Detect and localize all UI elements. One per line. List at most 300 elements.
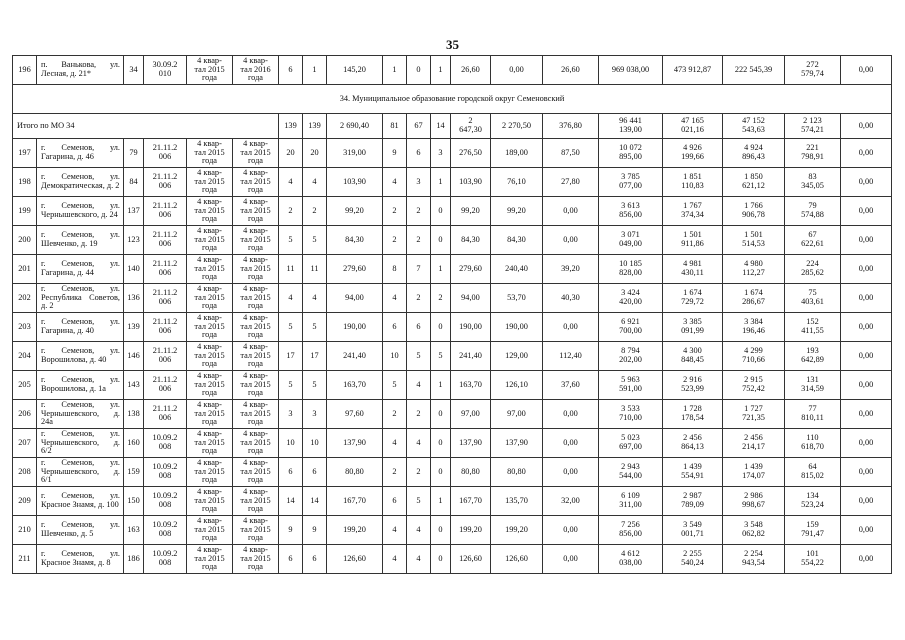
house-address: г. Семенов, ул. Чернышевского, д. 6/2 [37,429,124,458]
cell: 101 554,22 [785,545,841,574]
cell: 3 385 091,99 [663,313,723,342]
cell: 2 647,30 [451,114,491,139]
table-row [13,255,892,284]
cell: 139 [303,114,327,139]
cell: 4 квар- тал 2015 года [233,516,279,545]
cell: 34 [124,56,144,85]
cell: 99,20 [451,197,491,226]
cell: 99,20 [327,197,383,226]
cell: 5 [303,371,327,400]
resettlement-register-table [12,55,892,574]
cell: 6 [279,56,303,85]
cell: 0,00 [543,458,599,487]
cell: 3 [279,400,303,429]
table-row [13,458,892,487]
house-address: г. Семенов, ул. Чернышевского, д. 24а [37,400,124,429]
cell: 32,00 [543,487,599,516]
cell: 6 [303,458,327,487]
house-address: г. Семенов, ул. Ворошилова, д. 40 [37,342,124,371]
cell: 4 299 710,66 [723,342,785,371]
cell: 137,90 [451,429,491,458]
cell: 84,30 [491,226,543,255]
cell: 137 [124,197,144,226]
cell: 14 [279,487,303,516]
cell: 10.09.2 008 [144,458,187,487]
cell: 26,60 [451,56,491,85]
cell: 0,00 [543,313,599,342]
table-row [13,284,892,313]
cell: 1 501 514,53 [723,226,785,255]
cell: 6 [279,545,303,574]
cell: 39,20 [543,255,599,284]
cell: 3 549 001,71 [663,516,723,545]
cell: 150 [124,487,144,516]
cell: 0,00 [841,168,892,197]
cell: 199,20 [451,516,491,545]
section-title: 34. Муниципальное образование городской округ Семеновский [13,85,892,114]
cell: 4 [279,168,303,197]
row-number: 207 [13,429,37,458]
cell: 159 791,47 [785,516,841,545]
cell: 137,90 [327,429,383,458]
cell: 4 [383,545,407,574]
cell: 376,80 [543,114,599,139]
cell: 80,80 [491,458,543,487]
cell: 4 квар- тал 2015 года [187,400,233,429]
cell: 186 [124,545,144,574]
total-row [13,114,892,139]
cell: 1 766 906,78 [723,197,785,226]
cell: 146 [124,342,144,371]
cell: 222 545,39 [723,56,785,85]
cell: 126,60 [491,545,543,574]
row-number: 197 [13,139,37,168]
cell: 2 943 544,00 [599,458,663,487]
house-address: г. Семенов, ул. Чернышевского, д. 6/1 [37,458,124,487]
cell: 0 [431,197,451,226]
cell: 10.09.2 008 [144,429,187,458]
cell: 4 [383,168,407,197]
cell: 84,30 [451,226,491,255]
table-row [13,226,892,255]
cell: 3 533 710,00 [599,400,663,429]
cell: 5 [431,342,451,371]
cell: 76,10 [491,168,543,197]
cell: 126,60 [327,545,383,574]
cell: 163,70 [327,371,383,400]
cell: 4 квар- тал 2015 года [233,342,279,371]
cell: 6 921 700,00 [599,313,663,342]
cell: 79 [124,139,144,168]
cell: 279,60 [451,255,491,284]
cell: 4 квар- тал 2015 года [187,371,233,400]
cell: 37,60 [543,371,599,400]
cell: 21.11.2 006 [144,226,187,255]
cell: 47 152 543,63 [723,114,785,139]
cell: 14 [303,487,327,516]
cell: 87,50 [543,139,599,168]
cell: 4 квар- тал 2015 года [233,313,279,342]
cell: 1 [431,168,451,197]
row-number: 210 [13,516,37,545]
cell: 5 [303,226,327,255]
cell: 4 квар- тал 2015 года [233,545,279,574]
cell: 21.11.2 006 [144,400,187,429]
house-address: г. Семенов, ул. Гагарина, д. 40 [37,313,124,342]
cell: 4 квар- тал 2015 года [187,226,233,255]
cell: 1 728 178,54 [663,400,723,429]
cell: 2 [303,197,327,226]
cell: 5 023 697,00 [599,429,663,458]
row-number: 203 [13,313,37,342]
cell: 221 798,91 [785,139,841,168]
cell: 6 [407,313,431,342]
cell: 139 [124,313,144,342]
cell: 473 912,87 [663,56,723,85]
cell: 126,60 [451,545,491,574]
table-row [13,371,892,400]
cell: 4 квар- тал 2015 года [233,226,279,255]
cell: 4 [407,371,431,400]
cell: 2 254 943,54 [723,545,785,574]
cell: 0 [407,56,431,85]
row-number: 198 [13,168,37,197]
cell: 9 [279,516,303,545]
cell: 0,00 [841,371,892,400]
cell: 1 [431,487,451,516]
cell: 4 [407,429,431,458]
cell: 1 [431,56,451,85]
cell: 3 [431,139,451,168]
row-number: 196 [13,56,37,85]
house-address: г. Семенов, ул. Шевченко, д. 5 [37,516,124,545]
cell: 129,00 [491,342,543,371]
cell: 4 612 038,00 [599,545,663,574]
cell: 2 255 540,24 [663,545,723,574]
cell: 99,20 [491,197,543,226]
cell: 94,00 [451,284,491,313]
cell: 10.09.2 008 [144,516,187,545]
cell: 2 456 214,17 [723,429,785,458]
cell: 0,00 [841,458,892,487]
cell: 0,00 [543,197,599,226]
cell: 1 [431,371,451,400]
cell: 152 411,55 [785,313,841,342]
cell: 163,70 [451,371,491,400]
cell: 3 071 049,00 [599,226,663,255]
cell: 4 квар- тал 2015 года [187,458,233,487]
section-row [13,85,892,114]
cell: 21.11.2 006 [144,255,187,284]
cell: 0 [431,458,451,487]
cell: 0,00 [841,56,892,85]
cell: 10 [303,429,327,458]
cell: 0,00 [841,197,892,226]
row-number: 209 [13,487,37,516]
cell: 2 123 574,21 [785,114,841,139]
cell: 0 [431,226,451,255]
cell: 145,20 [327,56,383,85]
house-address: г. Семенов, ул. Демократическая, д. 2 [37,168,124,197]
cell: 4 [383,284,407,313]
cell: 0,00 [841,545,892,574]
cell: 84 [124,168,144,197]
cell: 4 [407,545,431,574]
table-row [13,516,892,545]
table-row [13,400,892,429]
row-number: 205 [13,371,37,400]
cell: 5 [279,313,303,342]
cell: 0 [431,516,451,545]
cell: 9 [383,139,407,168]
cell: 8 [383,255,407,284]
cell: 2 [431,284,451,313]
cell: 160 [124,429,144,458]
cell: 5 [279,371,303,400]
cell: 136 [124,284,144,313]
cell: 2 [407,400,431,429]
cell: 53,70 [491,284,543,313]
cell: 190,00 [327,313,383,342]
cell: 2 [407,226,431,255]
cell: 14 [431,114,451,139]
cell: 4 квар- тал 2015 года [233,284,279,313]
cell: 4 квар- тал 2015 года [233,168,279,197]
cell: 97,60 [327,400,383,429]
house-address: г. Семенов, ул. Гагарина, д. 46 [37,139,124,168]
cell: 1 767 374,34 [663,197,723,226]
cell: 199,20 [327,516,383,545]
cell: 21.11.2 006 [144,342,187,371]
cell: 126,10 [491,371,543,400]
cell: 10.09.2 008 [144,487,187,516]
cell: 97,00 [491,400,543,429]
cell: 241,40 [327,342,383,371]
cell: 0 [431,313,451,342]
cell: 4 981 430,11 [663,255,723,284]
cell: 2 [383,226,407,255]
cell: 199,20 [491,516,543,545]
cell: 1 674 286,67 [723,284,785,313]
cell: 0 [431,429,451,458]
cell: 6 [383,487,407,516]
cell: 10 [279,429,303,458]
cell: 4 квар- тал 2015 года [187,429,233,458]
cell: 5 [407,487,431,516]
cell: 1 501 911,86 [663,226,723,255]
cell: 4 [383,429,407,458]
cell: 7 [407,255,431,284]
cell: 2 915 752,42 [723,371,785,400]
cell: 4 квар- тал 2015 года [187,56,233,85]
cell: 2 270,50 [491,114,543,139]
cell: 131 314,59 [785,371,841,400]
cell: 190,00 [491,313,543,342]
cell: 4 квар- тал 2016 года [233,56,279,85]
cell: 1 [431,255,451,284]
cell: 240,40 [491,255,543,284]
cell: 0,00 [841,139,892,168]
cell: 6 [279,458,303,487]
cell: 0,00 [543,226,599,255]
cell: 4 квар- тал 2015 года [187,284,233,313]
cell: 0,00 [841,516,892,545]
cell: 1 439 554,91 [663,458,723,487]
cell: 0,00 [841,487,892,516]
cell: 3 613 856,00 [599,197,663,226]
cell: 84,30 [327,226,383,255]
house-address: г. Семенов, ул. Ворошилова, д. 1а [37,371,124,400]
cell: 6 [383,313,407,342]
cell: 20 [279,139,303,168]
table-row [13,56,892,85]
cell: 272 579,74 [785,56,841,85]
cell: 189,00 [491,139,543,168]
cell: 0,00 [543,400,599,429]
page-number: 35 [446,37,459,52]
cell: 11 [303,255,327,284]
cell: 4 [303,168,327,197]
cell: 11 [279,255,303,284]
cell: 21.11.2 006 [144,313,187,342]
cell: 276,50 [451,139,491,168]
cell: 4 924 896,43 [723,139,785,168]
cell: 0,00 [491,56,543,85]
cell: 1 851 110,83 [663,168,723,197]
cell: 2 [407,284,431,313]
cell: 4 квар- тал 2015 года [233,458,279,487]
cell: 0,00 [841,284,892,313]
cell: 96 441 139,00 [599,114,663,139]
cell: 4 квар- тал 2015 года [187,487,233,516]
cell: 4 квар- тал 2015 года [233,487,279,516]
cell: 0,00 [841,342,892,371]
cell: 2 916 523,99 [663,371,723,400]
cell: 6 [303,545,327,574]
cell: 67 [407,114,431,139]
cell: 4 квар- тал 2015 года [187,197,233,226]
table-row [13,313,892,342]
cell: 137,90 [491,429,543,458]
cell: 81 [383,114,407,139]
cell: 10 185 828,00 [599,255,663,284]
cell: 7 256 856,00 [599,516,663,545]
house-address: г. Семенов, ул. Красное Знамя, д. 8 [37,545,124,574]
table-row [13,487,892,516]
table-row [13,342,892,371]
table-row [13,429,892,458]
cell: 27,80 [543,168,599,197]
house-address: г. Семенов, ул. Шевченко, д. 19 [37,226,124,255]
row-number: 208 [13,458,37,487]
cell: 4 980 112,27 [723,255,785,284]
cell: 80,80 [451,458,491,487]
table-row [13,197,892,226]
cell: 3 424 420,00 [599,284,663,313]
cell: 4 квар- тал 2015 года [233,429,279,458]
cell: 21.11.2 006 [144,371,187,400]
cell: 4 [303,284,327,313]
cell: 40,30 [543,284,599,313]
cell: 163 [124,516,144,545]
cell: 3 785 077,00 [599,168,663,197]
row-number: 204 [13,342,37,371]
cell: 4 квар- тал 2015 года [233,371,279,400]
cell: 110 618,70 [785,429,841,458]
cell: 2 690,40 [327,114,383,139]
cell: 123 [124,226,144,255]
cell: 0,00 [543,545,599,574]
cell: 4 квар- тал 2015 года [187,516,233,545]
cell: 4 [383,516,407,545]
row-number: 201 [13,255,37,284]
cell: 4 квар- тал 2015 года [233,139,279,168]
table-row [13,168,892,197]
cell: 94,00 [327,284,383,313]
cell: 1 [383,56,407,85]
cell: 4 квар- тал 2015 года [187,139,233,168]
house-address: г. Семенов, ул. Чернышевского, д. 24 [37,197,124,226]
cell: 4 300 848,45 [663,342,723,371]
cell: 3 384 196,46 [723,313,785,342]
cell: 10 [383,342,407,371]
cell: 21.11.2 006 [144,139,187,168]
cell: 167,70 [451,487,491,516]
cell: 75 403,61 [785,284,841,313]
cell: 241,40 [451,342,491,371]
cell: 0,00 [841,255,892,284]
cell: 2 [383,197,407,226]
cell: 0,00 [841,226,892,255]
cell: 21.11.2 006 [144,168,187,197]
cell: 4 [407,516,431,545]
cell: 2 456 864,13 [663,429,723,458]
cell: 21.11.2 006 [144,284,187,313]
cell: 2 986 998,67 [723,487,785,516]
cell: 193 642,89 [785,342,841,371]
cell: 1 727 721,35 [723,400,785,429]
cell: 134 523,24 [785,487,841,516]
cell: 0,00 [543,516,599,545]
cell: 3 [407,168,431,197]
cell: 103,90 [451,168,491,197]
cell: 80,80 [327,458,383,487]
cell: 79 574,88 [785,197,841,226]
cell: 140 [124,255,144,284]
cell: 2 987 789,09 [663,487,723,516]
cell: 2 [407,197,431,226]
cell: 5 [383,371,407,400]
cell: 135,70 [491,487,543,516]
cell: 5 [407,342,431,371]
row-number: 202 [13,284,37,313]
cell: 143 [124,371,144,400]
house-address: п. Ванькова, ул. Лесная, д. 21* [37,56,124,85]
cell: 30.09.2 010 [144,56,187,85]
cell: 279,60 [327,255,383,284]
cell: 5 [303,313,327,342]
cell: 4 квар- тал 2015 года [233,197,279,226]
house-address: г. Семенов, ул. Гагарина, д. 44 [37,255,124,284]
cell: 0,00 [841,429,892,458]
cell: 67 622,61 [785,226,841,255]
cell: 9 [303,516,327,545]
cell: 0,00 [543,429,599,458]
cell: 319,00 [327,139,383,168]
cell: 10.09.2 008 [144,545,187,574]
cell: 2 [407,458,431,487]
cell: 64 815,02 [785,458,841,487]
